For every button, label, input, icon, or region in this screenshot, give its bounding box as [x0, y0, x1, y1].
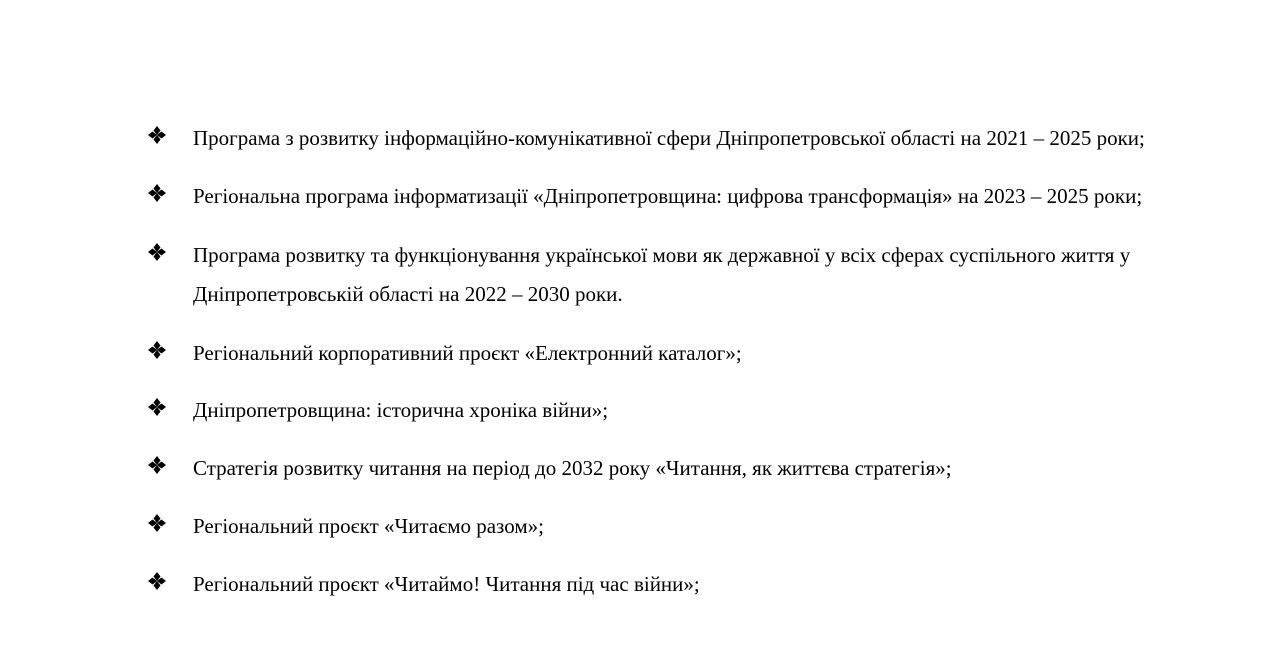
four-diamond-bullet-icon [148, 243, 166, 261]
four-diamond-bullet-icon [148, 514, 166, 532]
list-item-text [193, 236, 1258, 314]
four-diamond-bullet-icon [148, 126, 166, 144]
list-item-text-line: Програма розвитку та функціонування української мови як державної у всіх сферах суспільного життя у [193, 243, 1131, 267]
four-diamond-bullet-icon [148, 398, 166, 416]
four-diamond-bullet-icon [148, 456, 166, 474]
list-item-text: Стратегія розвитку читання на період до 2032 року «Читання, як життєва стратегія»; [193, 456, 952, 480]
four-diamond-bullet-icon [148, 572, 166, 590]
list-item-text: Дніпропетровщина: історична хроніка війни»; [193, 398, 609, 422]
four-diamond-bullet-icon [148, 184, 166, 202]
list-item-text: Регіональний проєкт «Читаємо разом»; [193, 514, 544, 538]
list-item-text: Регіональний корпоративний проєкт «Електронний каталог»; [193, 341, 742, 365]
list-item-text: Програма з розвитку інформаційно-комунікативної сфери Дніпропетровської області на 2021 – 2025 роки; [193, 126, 1145, 150]
list-item-text: Регіональна програма інформатизації «Дніпропетровщина: цифрова трансформація» на 2023 – 2025 роки; [193, 184, 1143, 208]
four-diamond-bullet-icon [148, 341, 166, 359]
list-item-text: Регіональний проєкт «Читаймо! Читання під час війни»; [193, 572, 700, 596]
list-item-text-line: Дніпропетровській області на 2022 – 2030 роки. [193, 282, 623, 306]
